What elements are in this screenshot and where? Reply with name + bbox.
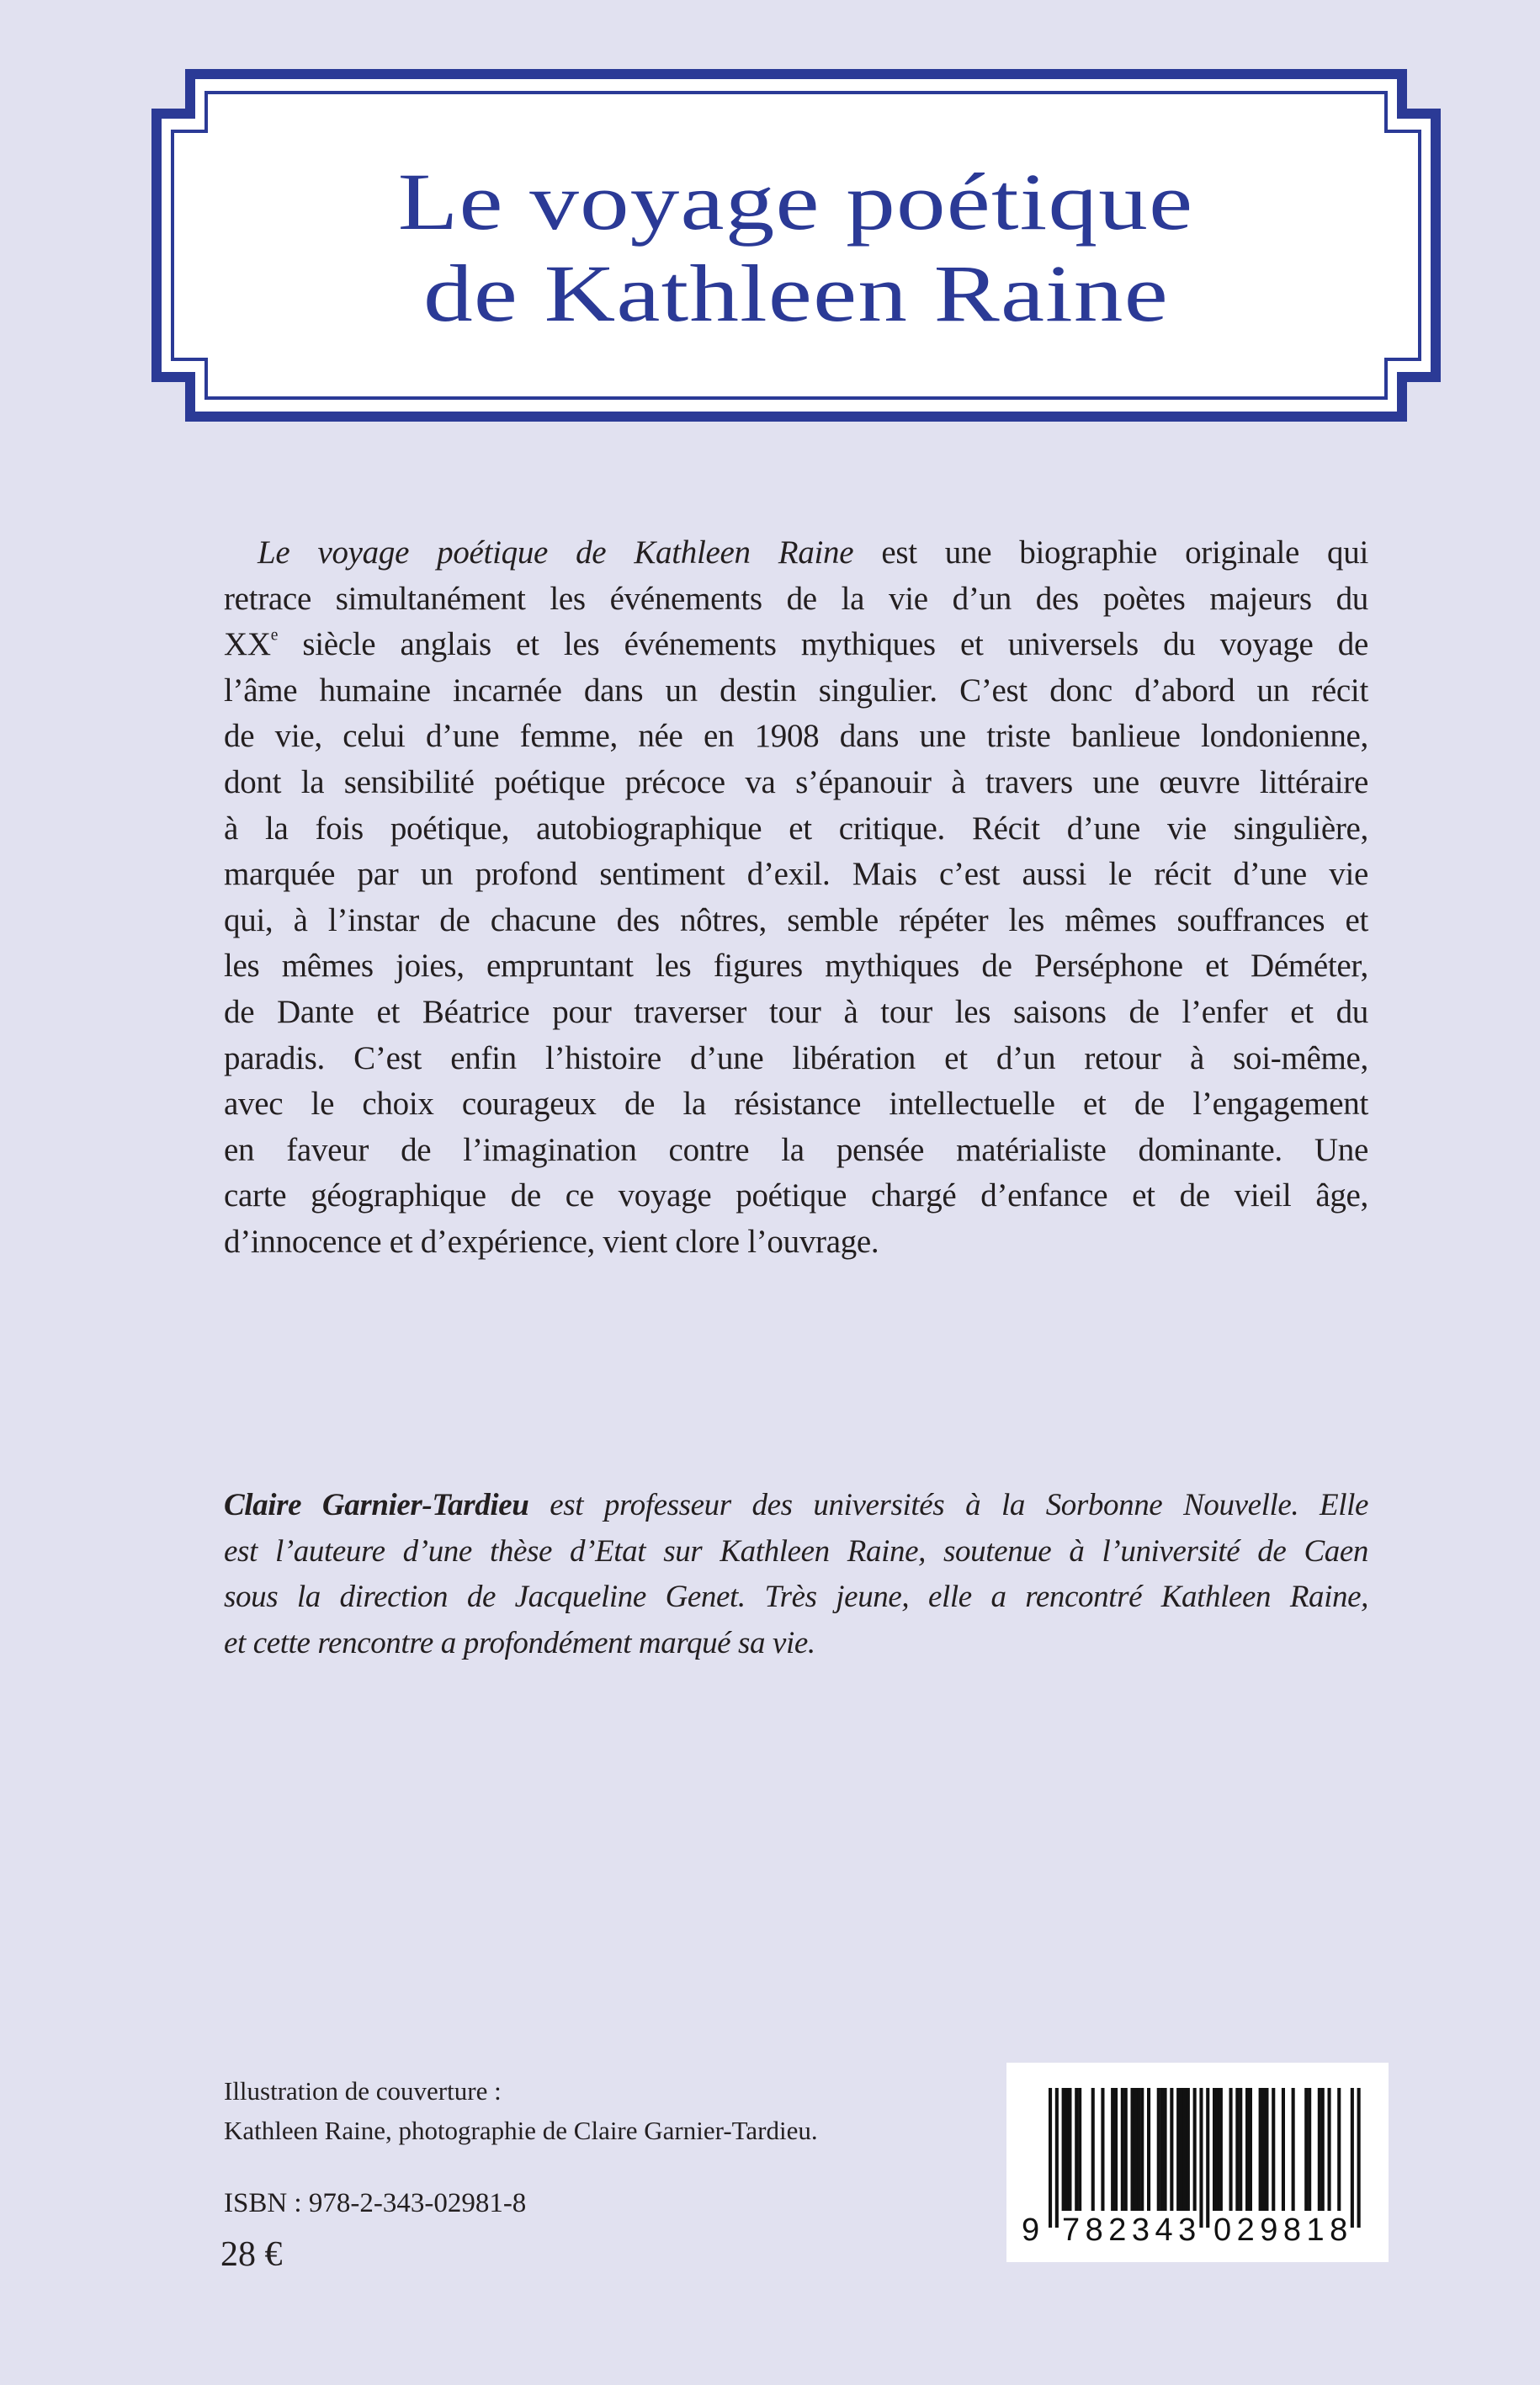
barcode-bar xyxy=(1091,2088,1095,2211)
summary-line: avec le choix courageux de la résistance intellectuelle et de l’engagement xyxy=(224,1086,1368,1123)
barcode-bar xyxy=(1180,2088,1183,2211)
barcode-bar xyxy=(1229,2088,1233,2211)
barcode-bar xyxy=(1357,2088,1361,2228)
isbn: ISBN : 978-2-343-02981-8 xyxy=(224,2188,527,2218)
barcode-bar xyxy=(1292,2088,1295,2211)
barcode-bar xyxy=(1160,2088,1164,2211)
price: 28 € xyxy=(220,2235,283,2274)
barcode-bar xyxy=(1308,2088,1311,2211)
barcode-bar xyxy=(1075,2088,1078,2211)
illustration-credit: Kathleen Raine, photographie de Claire Garnier-Tardieu. xyxy=(224,2116,818,2145)
summary-line: dont la sensibilité poétique précoce va s’épanouir à travers une œuvre littéraire xyxy=(224,763,1368,800)
author-bio xyxy=(224,1481,1368,1665)
barcode-bar xyxy=(1245,2088,1249,2211)
author-name: Claire Garnier-Tardieu xyxy=(224,1488,529,1522)
century: XX xyxy=(224,626,271,663)
summary-line: paradis. C’est enfin l’histoire d’une libération et d’un retour à soi-même, xyxy=(224,1039,1368,1076)
book-title-line-2: de Kathleen Raine xyxy=(423,248,1169,338)
summary-line: de vie, celui d’une femme, née en 1908 dans une triste banlieue londonienne, xyxy=(224,718,1368,755)
barcode-bar xyxy=(1199,2088,1203,2228)
summary-line: marquée par un profond sentiment d’exil. Mais c’est aussi le récit d’une vie xyxy=(224,856,1368,893)
barcode-bar xyxy=(1068,2088,1071,2211)
barcode-bar xyxy=(1337,2088,1341,2211)
book-title-line-1: Le voyage poétique xyxy=(398,157,1194,247)
barcode-bar xyxy=(1062,2088,1065,2211)
bio-line: sous la direction de Jacqueline Genet. Très jeune, elle a rencontré Kathleen Raine, xyxy=(224,1580,1368,1615)
barcode-bar xyxy=(1170,2088,1173,2211)
barcode-bar xyxy=(1321,2088,1325,2211)
barcode-bar xyxy=(1239,2088,1242,2211)
summary-line: les mêmes joies, empruntant les figures mythiques de Perséphone et Déméter, xyxy=(224,948,1368,985)
summary-line: carte géographique de ce voyage poétique chargé d’enfance et de vieil âge, xyxy=(224,1177,1368,1214)
summary-line: qui, à l’instar de chacune des nôtres, semble répéter les mêmes souffrances et xyxy=(224,901,1368,938)
barcode-bar xyxy=(1176,2088,1180,2211)
barcode-bar xyxy=(1187,2088,1190,2211)
barcode-bar xyxy=(1213,2088,1216,2211)
barcode-digits-left: 782343 xyxy=(1062,2212,1202,2248)
barcode-bar xyxy=(1147,2088,1150,2211)
barcode-bar xyxy=(1318,2088,1321,2211)
barcode-bar xyxy=(1065,2088,1069,2211)
bio-text: est professeur des universités à la Sorbonne Nouvelle. Elle xyxy=(528,1488,1368,1522)
barcode xyxy=(1006,2063,1389,2262)
summary-line xyxy=(224,530,1368,576)
barcode-bar xyxy=(1157,2088,1160,2211)
barcode-bar xyxy=(1259,2088,1262,2211)
barcode-bar xyxy=(1328,2088,1331,2211)
barcode-bar xyxy=(1101,2088,1104,2211)
barcode-bar xyxy=(1206,2088,1209,2228)
barcode-bar xyxy=(1282,2088,1285,2211)
barcode-bar xyxy=(1193,2088,1197,2211)
barcode-bar xyxy=(1265,2088,1268,2211)
barcode-digit-first: 9 xyxy=(1022,2212,1040,2248)
barcode-bar xyxy=(1164,2088,1167,2211)
summary-line xyxy=(224,622,1368,668)
summary-line: retrace simultanément les événements de la vie d’un des poètes majeurs du xyxy=(224,580,1368,617)
summary-line: l’âme humaine incarnée dans un destin singulier. C’est donc d’abord un récit xyxy=(224,672,1368,709)
barcode-bar xyxy=(1134,2088,1137,2211)
summary-text: est une biographie originale qui xyxy=(853,534,1368,571)
barcode-bar xyxy=(1055,2088,1059,2228)
summary-line: en faveur de l’imagination contre la pensée matérialiste dominante. Une xyxy=(224,1131,1368,1168)
barcode-bar xyxy=(1304,2088,1308,2211)
bio-line: et cette rencontre a profondément marqué sa vie. xyxy=(224,1625,815,1660)
barcode-bar xyxy=(1137,2088,1140,2211)
summary-paragraph xyxy=(224,530,1368,1266)
barcode-bar xyxy=(1140,2088,1144,2211)
barcode-bar xyxy=(1272,2088,1275,2211)
summary-line: à la fois poétique, autobiographique et critique. Récit d’une vie singulière, xyxy=(224,810,1368,847)
barcode-bar xyxy=(1219,2088,1223,2211)
summary-text: siècle anglais et les événements mythiques et universels du voyage de xyxy=(278,626,1368,663)
barcode-bar xyxy=(1114,2088,1118,2211)
barcode-bar xyxy=(1262,2088,1266,2211)
barcode-bar xyxy=(1078,2088,1081,2211)
barcode-bar xyxy=(1351,2088,1354,2228)
century-sup: e xyxy=(270,626,279,645)
barcode-bar xyxy=(1131,2088,1134,2211)
barcode-bar xyxy=(1183,2088,1187,2211)
summary-line: de Dante et Béatrice pour traverser tour à tour les saisons de l’enfer et du xyxy=(224,993,1368,1030)
barcode-bar xyxy=(1249,2088,1252,2211)
bio-line: est l’auteure d’une thèse d’Etat sur Kathleen Raine, soutenue à l’université de Caen xyxy=(224,1533,1368,1569)
barcode-bar xyxy=(1235,2088,1239,2211)
book-title-italic: Le voyage poétique de Kathleen Raine xyxy=(258,534,854,571)
summary-line: d’innocence et d’expérience, vient clore l’ouvrage. xyxy=(224,1223,879,1260)
illustration-credit-label: Illustration de couverture : xyxy=(224,2076,502,2106)
barcode-digits-right: 029818 xyxy=(1213,2212,1353,2248)
bio-line xyxy=(224,1481,1368,1527)
barcode-bar xyxy=(1124,2088,1128,2211)
barcode-bar xyxy=(1121,2088,1124,2211)
barcode-bar xyxy=(1111,2088,1114,2211)
barcode-bar xyxy=(1049,2088,1052,2228)
barcode-bar xyxy=(1216,2088,1219,2211)
